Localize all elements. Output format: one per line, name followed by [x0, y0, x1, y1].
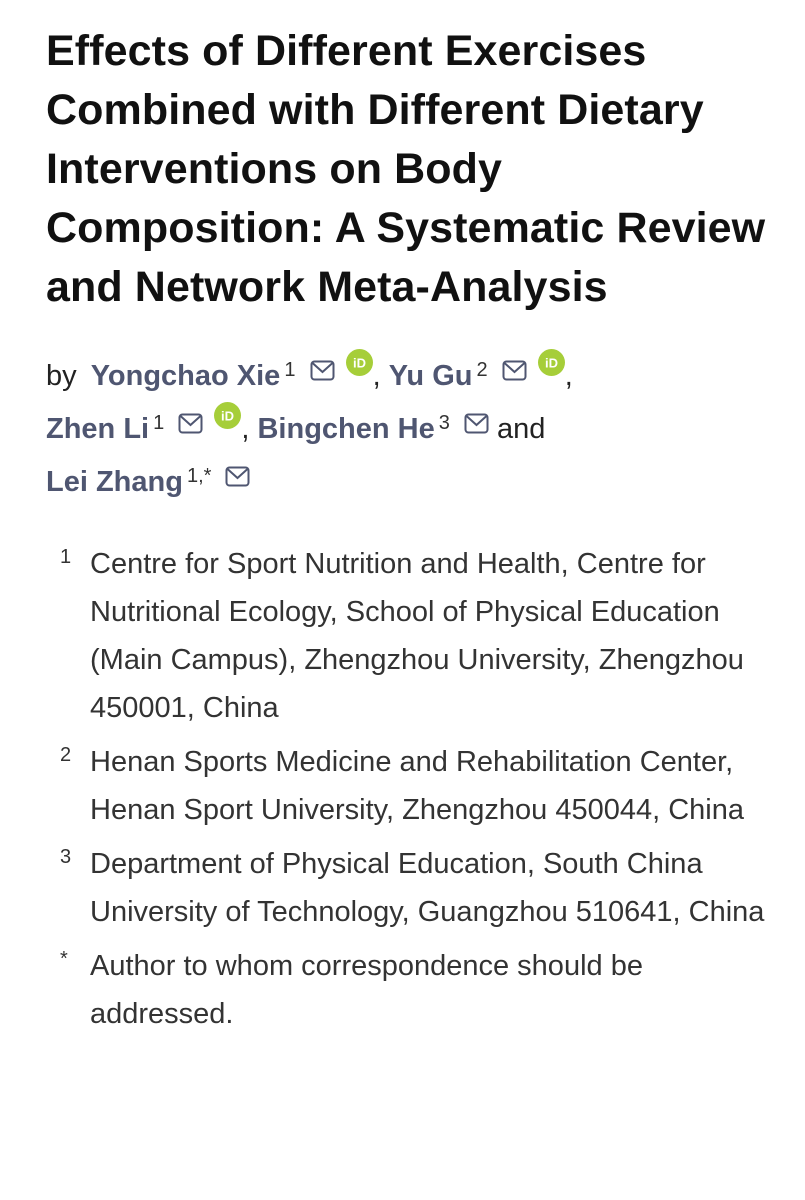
affiliation-number: 2	[60, 744, 72, 766]
affiliation-item	[60, 540, 777, 732]
orcid-icon[interactable]	[538, 349, 565, 376]
svg-text:iD: iD	[221, 408, 235, 424]
email-icon[interactable]	[502, 360, 527, 381]
affiliation-text: Department of Physical Education, South China University of Technology, Guangzhou 510641, China	[90, 848, 765, 928]
author-link-yu-gu[interactable]: Yu Gu	[388, 360, 473, 392]
svg-text:iD: iD	[544, 355, 558, 371]
email-icon[interactable]	[178, 413, 203, 434]
email-icon[interactable]	[464, 413, 489, 434]
affiliation-text: Centre for Sport Nutrition and Health, Centre for Nutritional Ecology, School of Physical Education (Main Campus), Zhengzhou University, Zhengzhou 450001, China	[90, 548, 744, 724]
affiliation-list	[46, 540, 777, 1038]
affiliation-text: Henan Sports Medicine and Rehabilitation Center, Henan Sport University, Zhengzhou 450044, China	[90, 746, 744, 826]
by-label: by	[46, 360, 77, 392]
and-label: and	[496, 413, 546, 445]
author-affiliation-sup: 2	[476, 359, 488, 381]
author-link-bingchen-he[interactable]: Bingchen He	[257, 413, 435, 445]
orcid-icon[interactable]	[214, 402, 241, 429]
affiliation-item	[60, 738, 777, 834]
email-icon[interactable]	[225, 466, 250, 487]
article-title: Effects of Different Exercises Combined with Different Dietary Interventions on Body Composition: A Systematic Review and Network Meta-Analysis	[46, 27, 766, 311]
correspondence-asterisk: *	[60, 948, 68, 970]
author-link-yongchao-xie[interactable]: Yongchao Xie	[90, 360, 281, 392]
correspondence-note	[60, 942, 777, 1038]
author-affiliation-sup: 1,*	[186, 465, 212, 487]
affiliation-number: 3	[60, 846, 72, 868]
author-link-lei-zhang[interactable]: Lei Zhang	[46, 466, 183, 498]
author-affiliation-sup: 1	[153, 412, 165, 434]
affiliation-number: 1	[60, 546, 72, 568]
author-list: by Yongchao Xie $^1$ iD , Yu Gu $^2$ iD , Zhen Li $^1$ iD , Bingchen He $^3$ and Lei Zhang $^{1,*}$	[46, 347, 777, 506]
author-link-zhen-li[interactable]: Zhen Li	[46, 413, 150, 445]
author-affiliation-sup: 3	[438, 412, 450, 434]
correspondence-text: Author to whom correspondence should be addressed.	[90, 950, 643, 1030]
author-affiliation-sup: 1	[284, 359, 296, 381]
email-icon[interactable]	[310, 360, 335, 381]
svg-text:iD: iD	[352, 355, 366, 371]
affiliation-item	[60, 840, 777, 936]
orcid-icon[interactable]	[346, 349, 373, 376]
